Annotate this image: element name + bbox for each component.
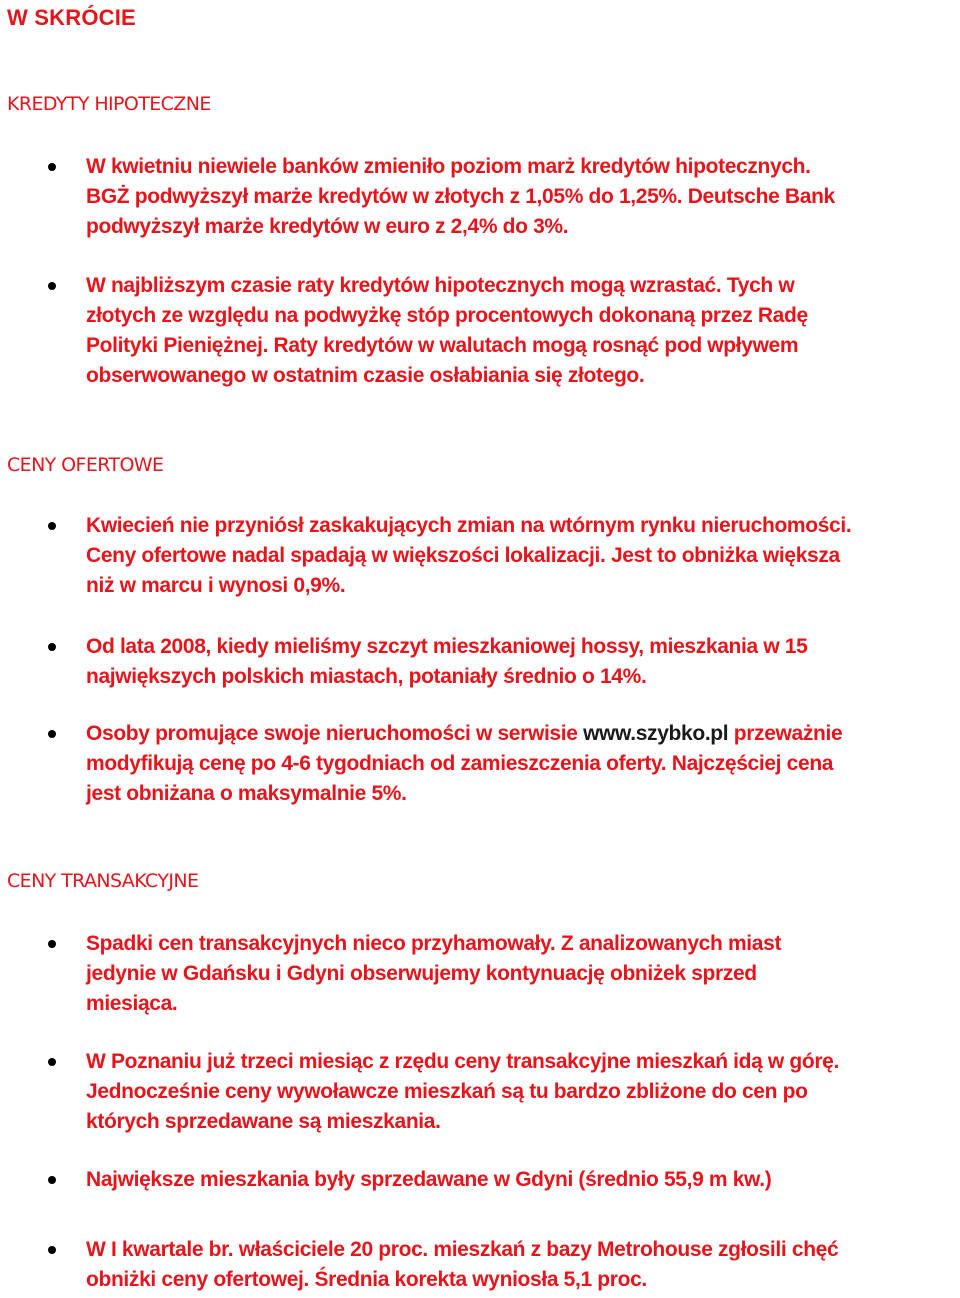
list-item-line: jedynie w Gdańsku i Gdyni obserwujemy kontynuację obniżek sprzed [86,962,757,985]
list-item [86,1165,952,1195]
bullet-icon [48,1176,56,1184]
list-item-line: W kwietniu niewiele banków zmieniło poziom marż kredytów hipotecznych. [86,155,811,178]
bullet-icon [48,730,56,738]
list-item-line: niż w marcu i wynosi 0,9%. [86,574,346,597]
list-item-line: których sprzedawane są mieszkania. [86,1110,441,1133]
list-item-line: Polityki Pieniężnej. Raty kredytów w walutach mogą rosnąć pod wpływem [86,334,799,357]
list-item-line: jest obniżana o maksymalnie 5%. [86,782,407,805]
list-item-line: miesiąca. [86,992,178,1015]
list-item-line: W I kwartale br. właściciele 20 proc. mieszkań z bazy Metrohouse zgłosili chęć [86,1238,839,1261]
list-item-line: BGŻ podwyższył marże kredytów w złotych z 1,05% do 1,25%. Deutsche Bank [86,185,835,208]
list-item [86,271,952,391]
list-item-line: W najbliższym czasie raty kredytów hipotecznych mogą wzrastać. Tych w [86,274,795,297]
section-heading-ceny-transakcyjne: CENY TRANSAKCYJNE [7,870,199,892]
list-item-line: największych polskich miastach, potaniały średnio o 14%. [86,665,647,688]
section-heading-ceny-ofertowe: CENY OFERTOWE [7,454,164,476]
szybko-link[interactable]: www.szybko.pl [583,722,729,745]
list-item-line: obserwowanego w ostatnim czasie osłabiania się złotego. [86,364,645,387]
page-title: W SKRÓCIE [7,5,136,30]
list-item [86,929,952,1019]
bullet-icon [48,1246,56,1254]
bullet-icon [48,522,56,530]
list-item-line [86,719,952,749]
list-item-line: złotych ze względu na podwyżkę stóp procentowych dokonaną przez Radę [86,304,808,327]
list-item-line: obniżki ceny ofertowej. Średnia korekta wyniosła 5,1 proc. [86,1268,647,1291]
list-item-line: Jednocześnie ceny wywoławcze mieszkań są tu bardzo zbliżone do cen po [86,1080,808,1103]
list-item-line: Kwiecień nie przyniósł zaskakujących zmian na wtórnym rynku nieruchomości. [86,514,852,537]
bullet-icon [48,282,56,290]
bullet-icon [48,163,56,171]
bullet-icon [48,643,56,651]
list-item-line: modyfikują cenę po 4-6 tygodniach od zamieszczenia oferty. Najczęściej cena [86,752,834,775]
list-item-text: przeważnie [728,722,843,745]
list-item [86,1047,952,1137]
list-item [86,511,952,601]
list-item [86,152,952,242]
list-item-text: Osoby promujące swoje nieruchomości w serwisie [86,722,584,745]
bullet-icon [48,1058,56,1066]
list-item-line: Największe mieszkania były sprzedawane w Gdyni (średnio 55,9 m kw.) [86,1168,772,1191]
list-item-line: Spadki cen transakcyjnych nieco przyhamowały. Z analizowanych miast [86,932,782,955]
bullet-icon [48,940,56,948]
list-item-line: Ceny ofertowe nadal spadają w większości lokalizacji. Jest to obniżka większa [86,544,840,567]
list-item [86,632,952,692]
list-item [86,719,952,809]
list-item-line: podwyższył marże kredytów w euro z 2,4% do 3%. [86,215,569,238]
section-heading-kredyty-hipoteczne: KREDYTY HIPOTECZNE [7,93,211,115]
list-item-line: Od lata 2008, kiedy mieliśmy szczyt mieszkaniowej hossy, mieszkania w 15 [86,635,808,658]
list-item [86,1235,952,1295]
list-item-line: W Poznaniu już trzeci miesiąc z rzędu ceny transakcyjne mieszkań idą w górę. [86,1050,839,1073]
